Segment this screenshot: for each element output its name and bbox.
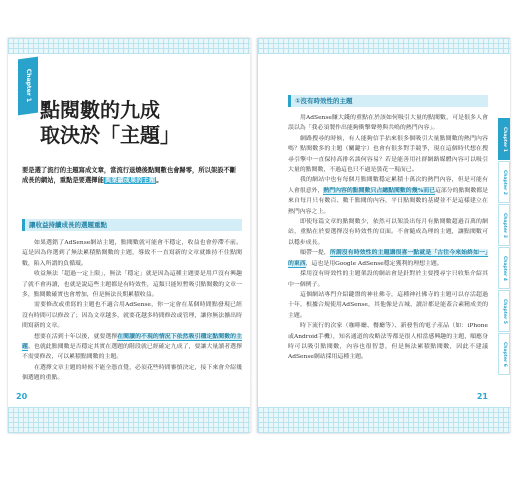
section-heading: 讓收益持續成長的選題重點	[22, 219, 242, 231]
right-page	[258, 38, 510, 433]
grid-decoration	[258, 38, 510, 54]
side-tab-chapter-4: Chapter 4	[498, 247, 510, 289]
left-page	[8, 38, 250, 433]
grid-decoration	[258, 407, 510, 433]
paragraph: 即使每篇文章的點閱數少，依然可以架設出每月有點閱數超過百萬的網站，重點在於要選擇沒有時效性的頁面。不會隨成為理的主題，讓點閱數可以穩步成長。	[288, 219, 488, 246]
paragraph	[22, 332, 242, 363]
right-body	[288, 113, 488, 363]
paragraph-lead: 順帶一提，	[300, 250, 330, 257]
paragraph: 需要修改或重寫的主題也不適合用AdSense，你一定會在某個時間點發現已經沒有時間可以修改了；因為文章越多，就要花越多時間修改或管理，讓你無法擴出時間寫新的文章。	[22, 302, 242, 330]
underline-highlight: 在閱讀的不現的情況下依然吸引穩定點閱數的主題	[22, 332, 243, 351]
side-tab-chapter-5: Chapter 5	[498, 290, 510, 332]
intro-part: 。	[156, 176, 163, 184]
intro-part: 要是選了流行的主題寫成文章，當流行退燒後點閱數也會歸零，所以	[22, 167, 211, 174]
intro-text	[22, 166, 240, 185]
page-number: 21	[476, 392, 488, 401]
paragraph-lead: 想要在活到十年以後，就要選擇	[34, 333, 118, 340]
chapter-ribbon: Chapter 1	[18, 57, 38, 116]
title-line-2: 取決於「主題」	[40, 123, 180, 147]
paragraph-tail: 。也就此點閱數是否穩定其實在選題的階段就已經確定九成了，要讓大量讀者選擇不需要修改，可以累積點閱數的主題。	[22, 344, 243, 361]
side-tab-chapter-3: Chapter 3	[498, 204, 510, 246]
chapter-side-tabs	[498, 118, 510, 376]
section-heading: ①沒有時效性的主題	[288, 95, 488, 107]
grid-decoration	[8, 38, 250, 54]
paragraph-tail: 這部分的點閱數都是來自每月只有數百、數千點閱的內容，平日點閱數的基礎並不是這樣建立在熱門內容之上。	[288, 187, 488, 215]
intro-highlight: 與業績成果的主題	[104, 176, 156, 184]
page-title	[40, 98, 180, 148]
paragraph: 用AdSense賺大錢的重點在於該如何吸引大量的點閱數，可是很多人會誤以為「我必須製作出能夠衝擊聲勢與共鳴的熱門內容」。	[288, 115, 488, 132]
underline-highlight: 熱門內容的點閱數只占總點閱數的幾%而已	[323, 186, 435, 194]
paragraph: 採用沒有時效性的主題架設的網站會是針對於主要搜尋字只收集介紹其中一個例子。	[288, 271, 488, 288]
grid-decoration	[8, 407, 250, 433]
side-tab-chapter-2: Chapter 2	[498, 161, 510, 203]
paragraph: 在選擇文章主題的時候不能全憑直覺，必須花些時間審慎決定，接下來會介紹幾個選題的重點。	[22, 364, 242, 382]
paragraph: 如果選錯了AdSense網站主題，點閱數就可能會不穩定，收益也會停滯不前。這是因為你選到了無法累積點閱數的主題，導致不一直寫新的文章就維持不住點閱數，陷入所謂的負循環。	[22, 240, 242, 267]
paragraph-tail: ，這也是用Google AdSense穩定獲利的理想主題。	[305, 260, 443, 267]
paragraph: 時下流行的次家（咖啡廳、餐廳等）、新發售的電子產品（如：iPhone或Android手機），知名通道的攻略法等都是很人相當感興趣的主題，順應身時可以吸引點閱數，內容也很智慧，但是無法累積點閱數，因此不建議AdSense網站採用這種主題。	[288, 323, 488, 361]
paragraph: 收益無法「超過一定上限」，無法「穩定」就是因為這種主題要是用戶沒有興趣了就不會再讀，也就是說這些主題都是有時效性，這類只能短暫吸引點閱數的文章一多，點閱數確實也會增加，但是無法長期累積收益。	[22, 271, 242, 299]
paragraph	[288, 175, 488, 217]
left-body	[22, 238, 242, 384]
intro-part: 架設不斷成長的網站，重點是要選擇能	[22, 167, 237, 184]
underline-highlight: 所謂沒有時效性的主題講很喜一點就是「古往今來始終如一」的東西	[288, 249, 489, 267]
paragraph: 網路搜尋的時候，有人能夠信手拈來很多個吸引大量點閱數的熱門內容嗎？點閱數多的主題（關鍵字）也會有很多對手競爭，現在這個時代想在搜尋引擎中一直保持高排名談何容易？若是能善用社群網路媒體內容可以吸引大量的點閱數，不過這也只不過是曇花一現而已。	[288, 135, 488, 174]
title-line-1: 點閱數的九成	[40, 98, 160, 122]
paragraph-lead: 我的網站中也有每個月點閱數穩定累積十萬次的熱門內容，但是可能有人會很意外，	[288, 177, 488, 194]
page-number: 20	[16, 392, 28, 401]
side-tab-chapter-6: Chapter 6	[498, 333, 510, 375]
paragraph: 這個網站專門介紹鍵盤的神社佛寺，這種神社佛寺的主題可以存活超過十年，根據合規使用AdSense，其他像是吉城、讀計都是能蓋合素精成美的主題。	[288, 291, 488, 319]
book-spine	[250, 38, 258, 433]
side-tab-chapter-1: Chapter 1	[498, 118, 510, 160]
paragraph	[288, 248, 488, 269]
